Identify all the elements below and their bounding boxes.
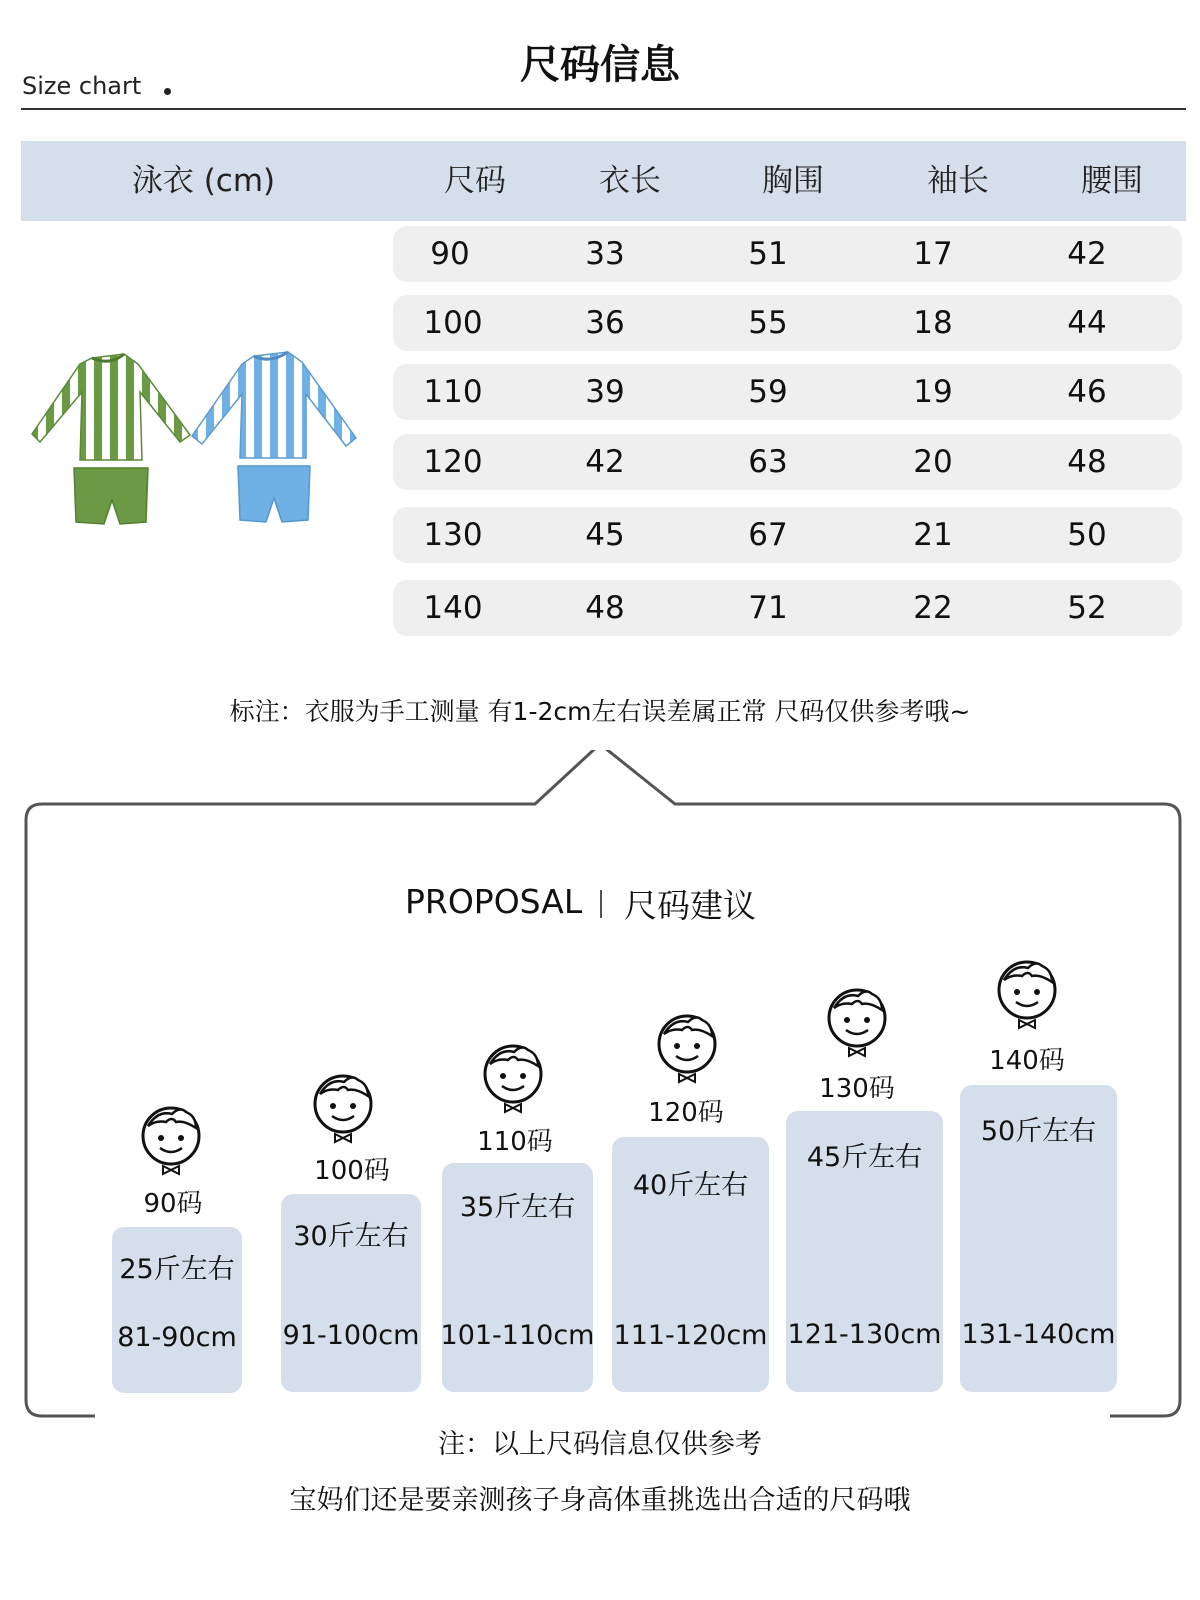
column-header-chest: 胸围 bbox=[762, 163, 824, 199]
proposal-size-card bbox=[612, 1137, 769, 1392]
cell-chest: 55 bbox=[748, 305, 788, 341]
cell-length: 39 bbox=[585, 374, 625, 410]
header-divider bbox=[21, 108, 1186, 110]
child-face-icon bbox=[652, 1008, 722, 1084]
child-face-icon bbox=[308, 1068, 378, 1144]
cell-chest: 67 bbox=[748, 517, 788, 553]
column-header-sleeve: 袖长 bbox=[927, 163, 989, 199]
child-face-icon bbox=[992, 954, 1062, 1030]
size-table-header bbox=[21, 141, 1186, 221]
blue-shorts bbox=[238, 466, 310, 522]
table-row bbox=[393, 364, 1182, 420]
cell-waist: 42 bbox=[1067, 236, 1107, 272]
swimsuit-product-image bbox=[30, 350, 370, 540]
proposal-weight: 50斤左右 bbox=[980, 1116, 1097, 1147]
proposal-weight: 45斤左右 bbox=[806, 1142, 923, 1173]
green-shorts bbox=[74, 468, 148, 524]
proposal-size-card bbox=[112, 1227, 242, 1393]
proposal-title-cn: 尺码建议 bbox=[624, 886, 756, 925]
cell-sleeve: 21 bbox=[913, 517, 953, 553]
proposal-size-label: 100码 bbox=[314, 1156, 390, 1186]
proposal-weight: 40斤左右 bbox=[632, 1170, 749, 1201]
cell-length: 45 bbox=[585, 517, 625, 553]
child-face-icon bbox=[822, 982, 892, 1058]
cell-size: 140 bbox=[423, 590, 483, 626]
proposal-size-card bbox=[786, 1111, 943, 1392]
blue-rash-guard bbox=[192, 352, 356, 458]
cell-size: 100 bbox=[423, 305, 483, 341]
proposal-height: 121-130cm bbox=[787, 1319, 942, 1350]
page-title: 尺码信息 bbox=[520, 42, 680, 88]
column-header-waist: 腰围 bbox=[1081, 163, 1143, 199]
proposal-title-separator bbox=[600, 890, 602, 918]
cell-sleeve: 20 bbox=[913, 444, 953, 480]
cell-waist: 44 bbox=[1067, 305, 1107, 341]
proposal-size-card bbox=[442, 1163, 593, 1392]
footnote-advice: 宝妈们还是要亲测孩子身高体重挑选出合适的尺码哦 bbox=[289, 1485, 911, 1516]
proposal-height: 91-100cm bbox=[282, 1320, 420, 1351]
proposal-size-card bbox=[960, 1085, 1117, 1392]
cell-chest: 59 bbox=[748, 374, 788, 410]
cell-waist: 48 bbox=[1067, 444, 1107, 480]
cell-chest: 51 bbox=[748, 236, 788, 272]
proposal-height: 81-90cm bbox=[117, 1322, 237, 1353]
column-header-length: 衣长 bbox=[599, 163, 661, 199]
child-face-icon bbox=[478, 1038, 548, 1114]
table-row bbox=[393, 295, 1182, 351]
table-row bbox=[393, 434, 1182, 490]
proposal-size-label: 90码 bbox=[143, 1189, 203, 1219]
cell-sleeve: 18 bbox=[913, 305, 953, 341]
table-row bbox=[393, 580, 1182, 636]
green-rash-guard bbox=[32, 354, 190, 460]
cell-sleeve: 17 bbox=[913, 236, 953, 272]
cell-size: 120 bbox=[423, 444, 483, 480]
column-header-size: 尺码 bbox=[444, 163, 506, 199]
proposal-height: 111-120cm bbox=[613, 1320, 768, 1351]
proposal-size-label: 110码 bbox=[477, 1127, 553, 1157]
cell-length: 48 bbox=[585, 590, 625, 626]
proposal-title: PROPOSAL bbox=[405, 882, 583, 921]
cell-waist: 52 bbox=[1067, 590, 1107, 626]
cell-size: 90 bbox=[430, 236, 470, 272]
column-header-swimsuit: 泳衣 (cm) bbox=[131, 163, 276, 199]
table-row bbox=[393, 507, 1182, 563]
proposal-weight: 35斤左右 bbox=[459, 1192, 576, 1223]
child-face-icon bbox=[136, 1100, 206, 1176]
cell-length: 42 bbox=[585, 444, 625, 480]
cell-waist: 50 bbox=[1067, 517, 1107, 553]
proposal-size-label: 130码 bbox=[819, 1074, 895, 1104]
size-chart-label: Size chart bbox=[22, 72, 142, 100]
cell-length: 36 bbox=[585, 305, 625, 341]
proposal-size-card bbox=[281, 1194, 421, 1392]
proposal-height: 131-140cm bbox=[961, 1319, 1116, 1350]
proposal-weight: 25斤左右 bbox=[119, 1254, 235, 1285]
proposal-size-label: 140码 bbox=[989, 1046, 1065, 1076]
measurement-note: 标注：衣服为手工测量 有1-2cm左右误差属正常 尺码仅供参考哦~ bbox=[229, 697, 971, 726]
cell-sleeve: 22 bbox=[913, 590, 953, 626]
proposal-weight: 30斤左右 bbox=[293, 1221, 409, 1252]
table-row bbox=[393, 226, 1182, 282]
cell-length: 33 bbox=[585, 236, 625, 272]
footnote-reference: 注：以上尺码信息仅供参考 bbox=[438, 1429, 762, 1460]
cell-size: 130 bbox=[423, 517, 483, 553]
cell-chest: 63 bbox=[748, 444, 788, 480]
cell-sleeve: 19 bbox=[913, 374, 953, 410]
proposal-size-label: 120码 bbox=[648, 1098, 724, 1128]
cell-size: 110 bbox=[423, 374, 483, 410]
cell-chest: 71 bbox=[748, 590, 788, 626]
cell-waist: 46 bbox=[1067, 374, 1107, 410]
proposal-height: 101-110cm bbox=[440, 1320, 595, 1351]
